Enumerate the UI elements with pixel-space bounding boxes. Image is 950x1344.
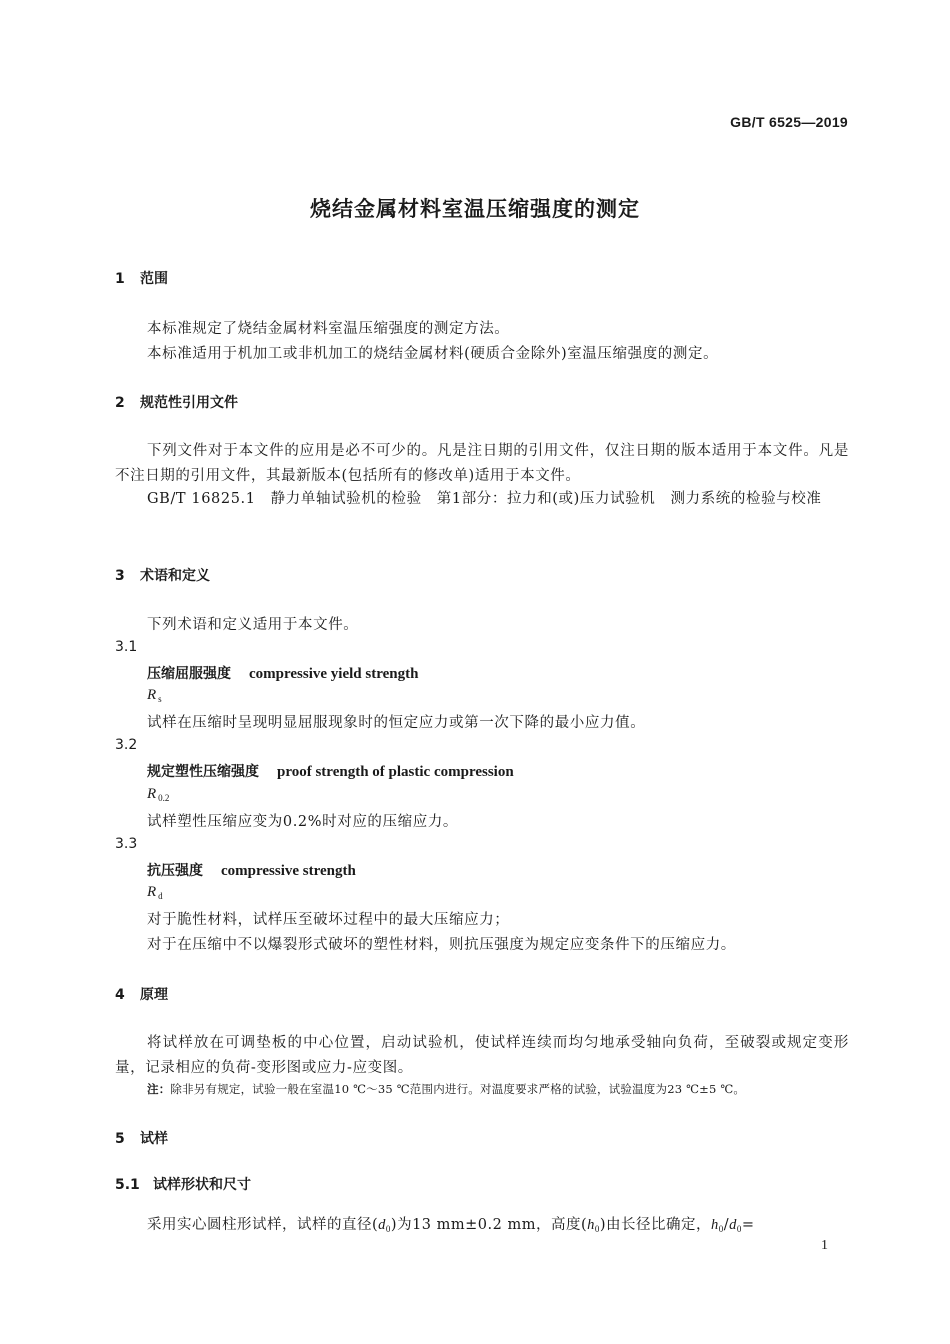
section-1-heading: [115, 268, 168, 288]
term-zh: 抗压强度: [147, 863, 203, 879]
section-title: 试样: [140, 1131, 168, 1147]
standard-number: GB/T 6525—2019: [730, 114, 848, 130]
document-title: 烧结金属材料室温压缩强度的测定: [310, 197, 640, 221]
symbol-3-2: R $_{0.2}$: [147, 786, 170, 803]
clause-3-2-number: 3.2: [115, 737, 138, 753]
term-3-1: [147, 663, 418, 683]
section-3-heading: [115, 565, 210, 585]
clause-5-1-heading: [115, 1174, 251, 1194]
note-text: 除非另有规定，试验一般在室温10 ℃～35 ℃范围内进行。对温度要求严格的试验，试验温度为23 ℃±5 ℃。: [170, 1082, 746, 1096]
section-2-reference: GB/T 16825.1 静力单轴试验机的检验 第1部分：拉力和(或)压力试验机 测力系统的检验与校准: [147, 491, 822, 507]
clause-title: 试样形状和尺寸: [153, 1177, 251, 1193]
term-en: proof strength of plastic compression: [277, 764, 514, 780]
symbol-3-1: R $_s$: [147, 687, 162, 704]
clause-number: 5.1: [115, 1177, 140, 1193]
term-en: compressive yield strength: [249, 666, 419, 682]
section-5-heading: [115, 1128, 168, 1148]
section-4-para-1: 将试样放在可调垫板的中心位置，启动试验机，使试样连续而均匀地承受轴向负荷，至破裂或规定变形量，记录相应的负荷-变形图或应力-应变图。: [115, 1035, 849, 1076]
section-title: 规范性引用文件: [140, 395, 238, 411]
section-number: 2: [115, 395, 125, 411]
section-number: 4: [115, 987, 125, 1003]
definition-3-3-line-2: 对于在压缩中不以爆裂形式破坏的塑性材料，则抗压强度为规定应变条件下的压缩应力。: [147, 937, 736, 953]
definition-3-1: 试样在压缩时呈现明显屈服现象时的恒定应力或第一次下降的最小应力值。: [147, 715, 646, 731]
section-number: 5: [115, 1131, 125, 1147]
section-2-para-1: 下列文件对于本文件的应用是必不可少的。凡是注日期的引用文件，仅注日期的版本适用于本文件。凡是不注日期的引用文件，其最新版本(包括所有的修改单)适用于本文件。: [115, 443, 849, 484]
section-number: 1: [115, 271, 125, 287]
term-en: compressive strength: [221, 863, 356, 879]
section-2-heading: [115, 392, 238, 412]
section-3-intro: 下列术语和定义适用于本文件。: [147, 617, 359, 633]
definition-3-3-line-1: 对于脆性材料，试样压至破坏过程中的最大压缩应力；: [147, 912, 510, 928]
section-1-para-1: 本标准规定了烧结金属材料室温压缩强度的测定方法。: [147, 321, 510, 337]
definition-3-2: 试样塑性压缩应变为0.2%时对应的压缩应力。: [147, 814, 459, 830]
symbol-3-3: R $_d$: [147, 884, 163, 901]
section-number: 3: [115, 568, 125, 584]
term-zh: 规定塑性压缩强度: [147, 764, 259, 780]
clause-3-3-number: 3.3: [115, 836, 138, 852]
clause-3-1-number: 3.1: [115, 639, 138, 655]
term-zh: 压缩屈服强度: [147, 666, 231, 682]
page-number: 1: [821, 1238, 828, 1253]
term-3-3: [147, 860, 356, 880]
clause-5-1-para: 采用实心圆柱形试样，试样的直径$(d_0)$为13 mm±0.2 mm，高度$(h_0)$由长径比确定，$h_0/d_0=$: [147, 1217, 755, 1234]
section-title: 原理: [140, 987, 168, 1003]
section-4-note: [147, 1081, 745, 1097]
term-3-2: [147, 761, 514, 781]
section-title: 范围: [140, 271, 168, 287]
section-title: 术语和定义: [140, 568, 210, 584]
note-label: 注：: [147, 1082, 171, 1096]
section-1-para-2: 本标准适用于机加工或非机加工的烧结金属材料(硬质合金除外)室温压缩强度的测定。: [147, 346, 719, 362]
section-4-heading: [115, 984, 168, 1004]
